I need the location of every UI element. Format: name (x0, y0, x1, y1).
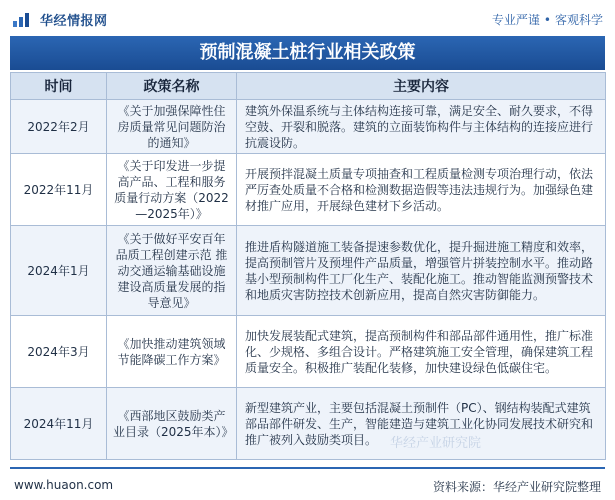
page-title: 预制混凝土桩行业相关政策 (10, 36, 605, 70)
slogan-left: 专业严谨 (491, 13, 540, 27)
slogan (492, 11, 603, 28)
footer-source: 资料来源：华经产业研究院整理 (432, 480, 601, 494)
table-row (11, 316, 606, 388)
slogan-right: 客观科学 (554, 13, 603, 27)
header (0, 0, 615, 34)
table-header-row (11, 73, 606, 100)
row-content: 开展预拌混凝土质量专项抽查和工程质量检测专项治理行动，依法严厉查处质量不合格和检测数据造假等违法违规行为。加强绿色建材推广应用，开展绿色建材下乡活动。 (237, 154, 606, 226)
column-header-policy-name: 政策名称 (107, 73, 237, 100)
row-policy-name: 《关于加强保障性住房质量常见问题防治的通知》 (107, 100, 237, 154)
row-policy-name: 《关于做好平安百年品质工程创建示范 推动交通运输基础设施建设高质量发展的指导意见》 (107, 226, 237, 316)
table-row (11, 226, 606, 316)
row-content: 建筑外保温系统与主体结构连接可靠，满足安全、耐久要求，不得空鼓、开裂和脱落。建筑的立面装饰构件与主体结构的连接应进行抗震设防。 (237, 100, 606, 154)
table-row (11, 100, 606, 154)
column-header-content: 主要内容 (237, 73, 606, 100)
row-policy-name: 《加快推动建筑领域节能降碳工作方案》 (107, 316, 237, 388)
logo-text: 华经情报网 (40, 14, 108, 29)
table-row (11, 154, 606, 226)
row-time: 2022年11月 (11, 154, 107, 226)
huajing-logo-icon (12, 12, 34, 28)
row-policy-name: 《关于印发进一步提高产品、工程和服务质量行动方案（2022—2025年）》 (107, 154, 237, 226)
table-row (11, 388, 606, 460)
logo[interactable] (12, 10, 108, 29)
row-policy-name: 《西部地区鼓励类产业目录（2025年本）》 (107, 388, 237, 460)
row-time: 2022年2月 (11, 100, 107, 154)
row-time: 2024年3月 (11, 316, 107, 388)
row-time: 2024年11月 (11, 388, 107, 460)
footer (0, 462, 615, 500)
row-time: 2024年1月 (11, 226, 107, 316)
column-header-time: 时间 (11, 73, 107, 100)
policy-table (10, 72, 606, 460)
row-content: 加快发展装配式建筑，提高预制构件和部品部件通用性，推广标准化、少规格、多组合设计。严格建筑施工安全管理，确保建筑工程质量安全。积极推广装配化装修，加快建设绿色低碳住宅。 (237, 316, 606, 388)
slogan-separator: • (543, 13, 551, 27)
footer-divider (10, 467, 605, 469)
row-content: 新型建筑产业，主要包括混凝土预制件（PC）、钢结构装配式建筑部品部件研发、生产，智能建造与建筑工业化协同发展技术研究和推广被列入鼓励类项目。 (237, 388, 606, 460)
row-content: 推进盾构隧道施工装备提速参数优化，提升掘进施工精度和效率，提高预制管片及预埋件产品质量，增强管片拼装控制水平。推动路基小型预制构件工厂化生产、装配化施工。推动智能监测预警技术和地质灾害防控技术创新应用，提高自然灾害防御能力。 (237, 226, 606, 316)
watermark: 华经产业研究院 (390, 436, 482, 451)
footer-url-link[interactable]: www.huaon.com (14, 478, 114, 492)
